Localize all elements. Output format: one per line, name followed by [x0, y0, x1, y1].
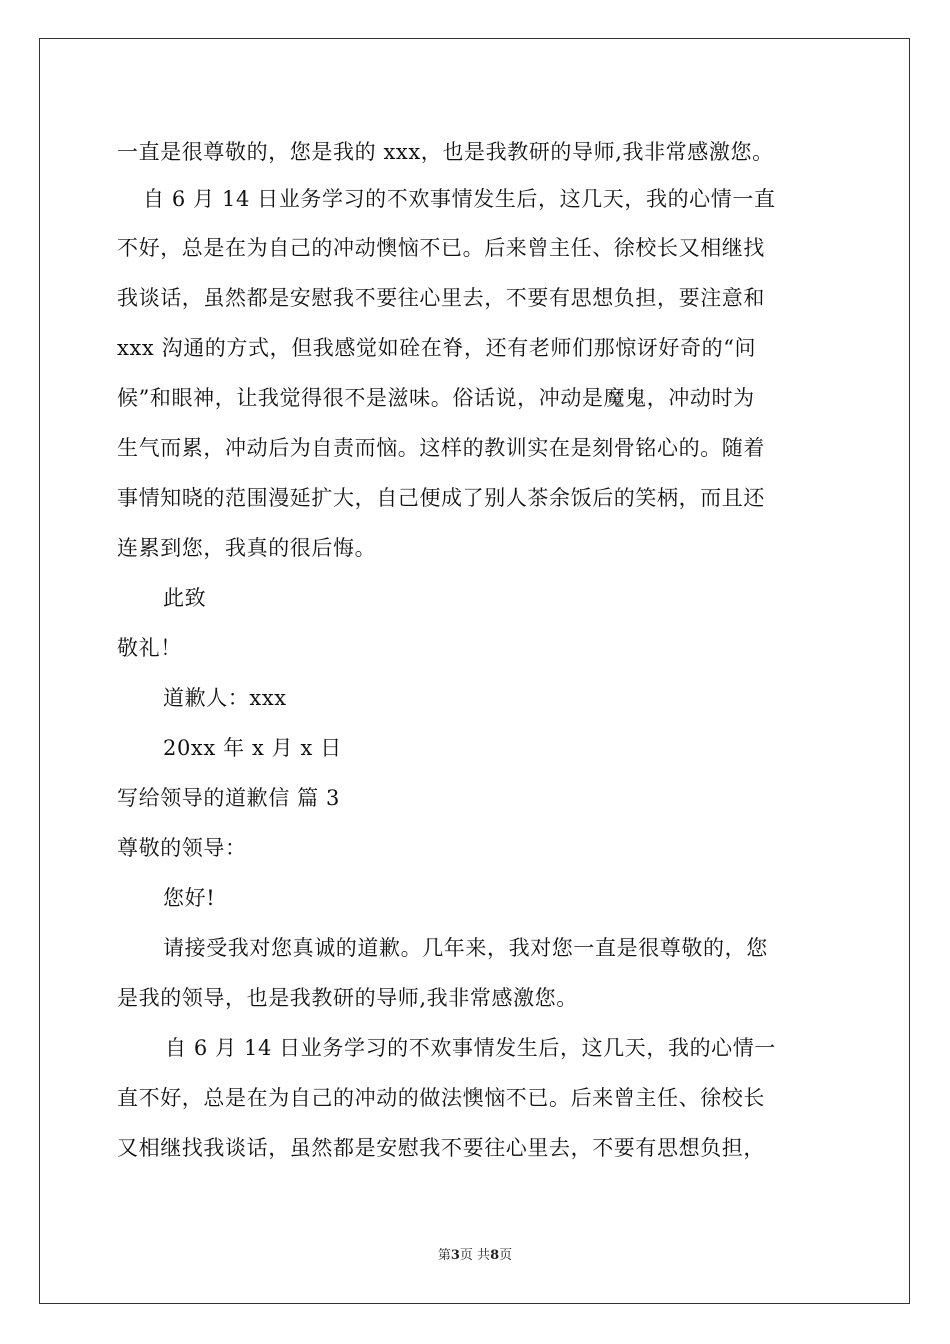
closing-regards: 敬礼！ — [117, 636, 182, 660]
page-total: 8 — [490, 1248, 500, 1263]
text-line: xxx 沟通的方式，但我感觉如硂在脊，还有老师们那惊讶好奇的“问 — [117, 336, 757, 360]
text-line: 直不好，总是在为自己的冲动的做法懊恼不已。后来曾主任、徐校长 — [117, 1086, 765, 1110]
text-line: 请接受我对您真诚的道歉。几年来，我对您一直是很尊敬的，您 — [163, 936, 768, 960]
page-border — [39, 38, 910, 1304]
section-heading: 写给领导的道歉信 篇 3 — [117, 786, 340, 810]
text-line: 不好，总是在为自己的冲动懊恼不已。后来曾主任、徐校长又相继找 — [117, 236, 765, 260]
text-line: 自 6 月 14 日业务学习的不欢事情发生后，这几天，我的心情一直 — [143, 187, 776, 211]
greeting-hello: 您好! — [163, 886, 216, 910]
page-prefix: 第 — [437, 1248, 451, 1263]
text-line: 我谈话，虽然都是安慰我不要往心里去，不要有思想负担，要注意和 — [117, 286, 765, 310]
text-line: 一直是很尊敬的，您是我的 xxx，也是我教研的导师,我非常感激您。 — [117, 140, 774, 164]
signature-name: 道歉人：xxx — [163, 686, 287, 710]
text-line: 自 6 月 14 日业务学习的不欢事情发生后，这几天，我的心情一 — [165, 1036, 776, 1060]
text-line: 事情知晓的范围漫延扩大，自己便成了别人茶余饭后的笑柄，而且还 — [117, 486, 765, 510]
text-line: 候”和眼神，让我觉得很不是滋味。俗话说，冲动是魔鬼，冲动时为 — [117, 386, 755, 410]
text-line: 连累到您，我真的很后悔。 — [117, 536, 377, 560]
page-footer — [0, 1247, 950, 1265]
page-mid: 页 共 — [459, 1248, 491, 1263]
text-line: 生气而累，冲动后为自责而恼。这样的教训实在是刻骨铭心的。随着 — [117, 436, 765, 460]
page-suffix: 页 — [499, 1248, 513, 1263]
greeting: 尊敬的领导： — [117, 836, 247, 860]
closing-salutation: 此致 — [163, 586, 207, 610]
text-line: 又相继找我谈话，虽然都是安慰我不要往心里去，不要有思想负担， — [117, 1136, 765, 1160]
text-line: 是我的领导，也是我教研的导师,我非常感激您。 — [117, 986, 578, 1010]
signature-date: 20xx 年 x 月 x 日 — [163, 736, 342, 760]
page-current: 3 — [450, 1248, 460, 1263]
